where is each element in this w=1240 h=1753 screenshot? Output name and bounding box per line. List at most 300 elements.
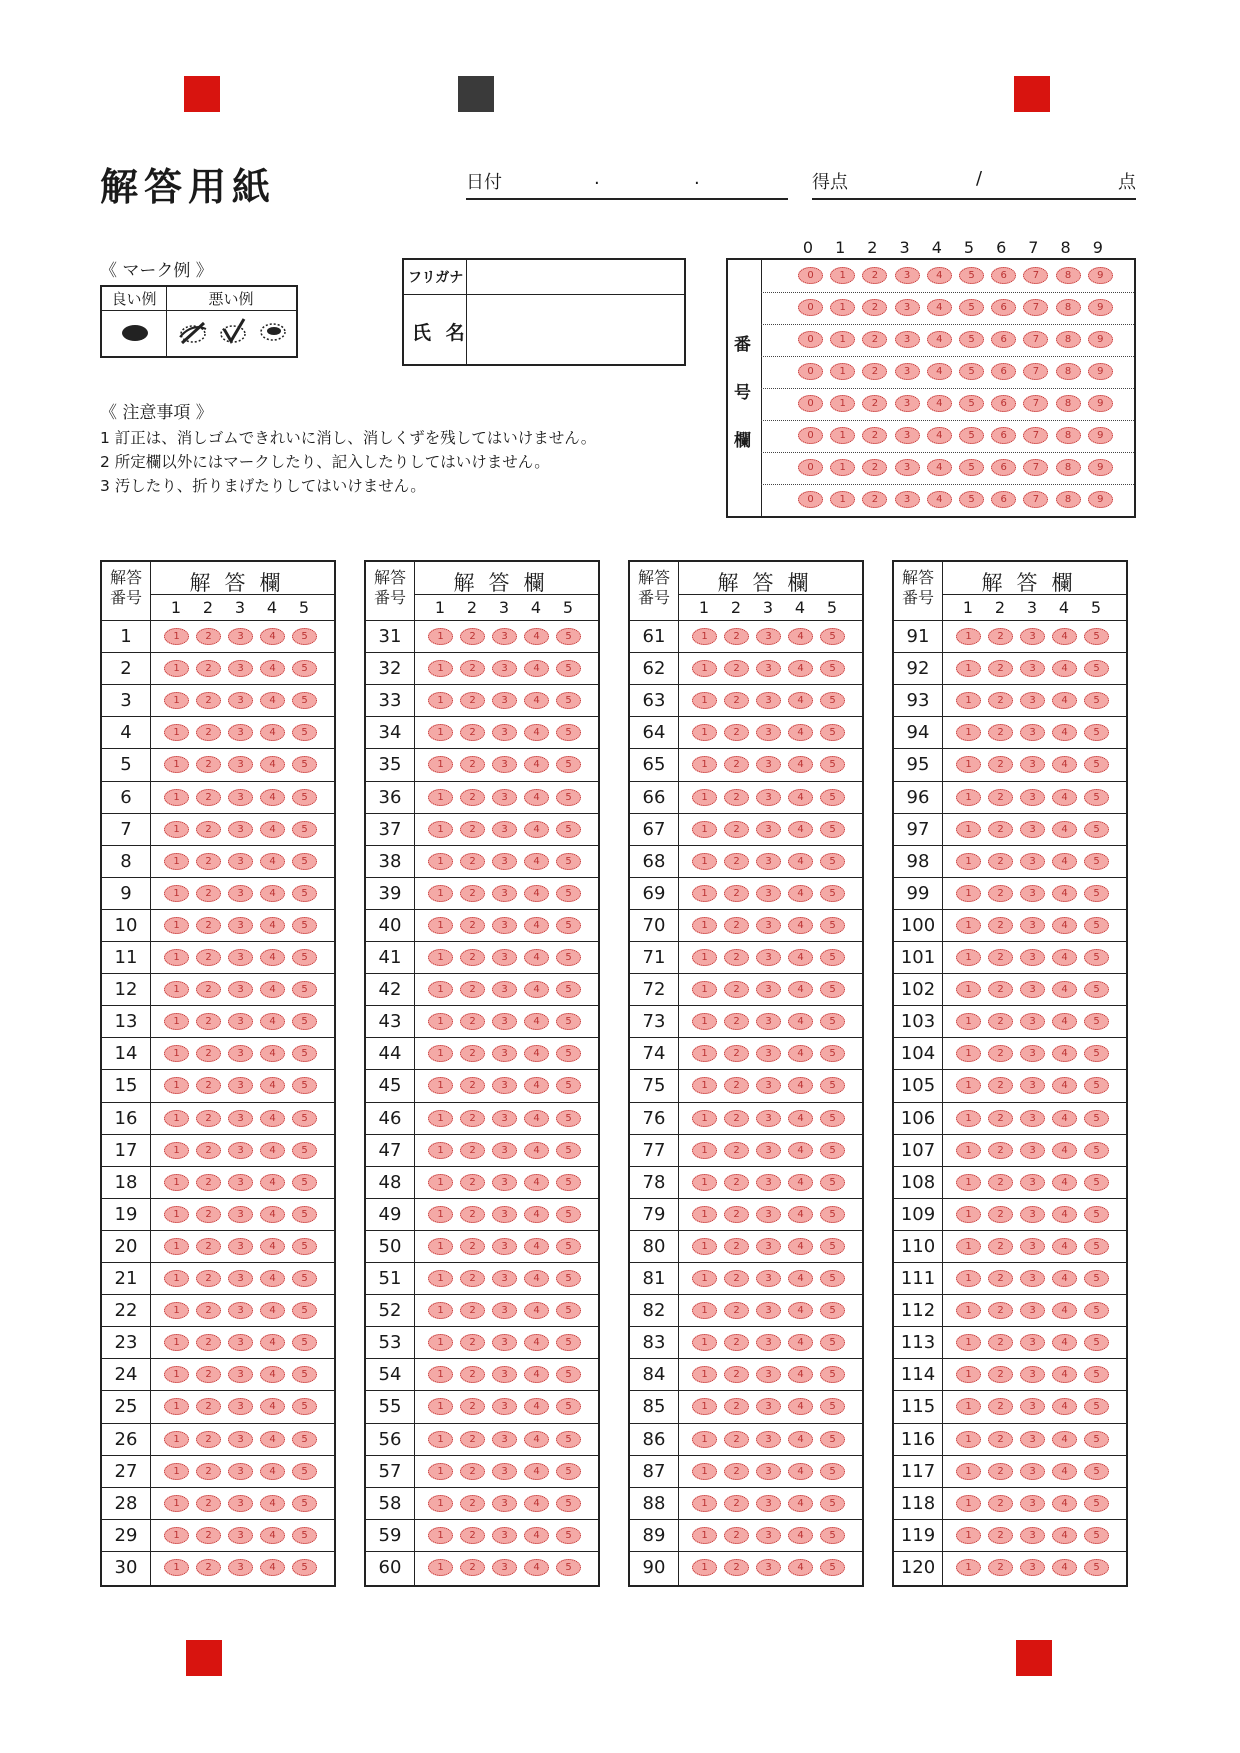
answer-bubble[interactable]: 2 — [196, 1398, 221, 1415]
answer-bubble[interactable]: 2 — [988, 1431, 1013, 1448]
answer-bubble[interactable]: 1 — [956, 1206, 981, 1223]
answer-bubble[interactable]: 4 — [1052, 917, 1077, 934]
answer-bubble[interactable]: 5 — [556, 1238, 581, 1255]
answer-bubble[interactable]: 2 — [196, 1366, 221, 1383]
answer-bubble[interactable]: 3 — [756, 660, 781, 677]
answer-bubble[interactable]: 3 — [228, 1463, 253, 1480]
answer-bubble[interactable]: 2 — [196, 1077, 221, 1094]
answer-bubble[interactable]: 5 — [292, 1013, 317, 1030]
answer-bubble[interactable]: 5 — [292, 1527, 317, 1544]
answer-bubble[interactable]: 2 — [988, 981, 1013, 998]
answer-bubble[interactable]: 5 — [292, 1366, 317, 1383]
answer-bubble[interactable]: 4 — [260, 1013, 285, 1030]
answer-bubble[interactable]: 1 — [956, 692, 981, 709]
answer-bubble[interactable]: 1 — [692, 660, 717, 677]
answer-bubble[interactable]: 3 — [1020, 660, 1045, 677]
id-bubble[interactable]: 9 — [1088, 395, 1113, 412]
answer-bubble[interactable]: 2 — [988, 821, 1013, 838]
answer-bubble[interactable]: 2 — [988, 628, 1013, 645]
answer-bubble[interactable]: 1 — [956, 724, 981, 741]
answer-bubble[interactable]: 1 — [164, 692, 189, 709]
id-bubble[interactable]: 6 — [991, 363, 1016, 380]
answer-bubble[interactable]: 4 — [260, 821, 285, 838]
id-bubble[interactable]: 0 — [798, 363, 823, 380]
id-bubble[interactable]: 8 — [1056, 267, 1081, 284]
answer-bubble[interactable]: 4 — [260, 1077, 285, 1094]
answer-bubble[interactable]: 4 — [788, 1174, 813, 1191]
answer-bubble[interactable]: 1 — [164, 1527, 189, 1544]
answer-bubble[interactable]: 2 — [724, 1559, 749, 1576]
answer-bubble[interactable]: 5 — [1084, 628, 1109, 645]
answer-bubble[interactable]: 2 — [724, 1495, 749, 1512]
answer-bubble[interactable]: 5 — [556, 821, 581, 838]
answer-bubble[interactable]: 2 — [724, 949, 749, 966]
answer-bubble[interactable]: 1 — [164, 1142, 189, 1159]
answer-bubble[interactable]: 3 — [228, 1110, 253, 1127]
answer-bubble[interactable]: 1 — [692, 981, 717, 998]
answer-bubble[interactable]: 4 — [788, 1431, 813, 1448]
answer-bubble[interactable]: 2 — [460, 724, 485, 741]
answer-bubble[interactable]: 4 — [524, 724, 549, 741]
answer-bubble[interactable]: 5 — [292, 692, 317, 709]
answer-bubble[interactable]: 4 — [260, 1334, 285, 1351]
answer-bubble[interactable]: 1 — [692, 628, 717, 645]
answer-bubble[interactable]: 5 — [1084, 692, 1109, 709]
answer-bubble[interactable]: 5 — [556, 949, 581, 966]
answer-bubble[interactable]: 1 — [692, 949, 717, 966]
answer-bubble[interactable]: 4 — [524, 628, 549, 645]
answer-bubble[interactable]: 4 — [788, 1270, 813, 1287]
answer-bubble[interactable]: 4 — [788, 885, 813, 902]
answer-bubble[interactable]: 4 — [524, 1077, 549, 1094]
answer-bubble[interactable]: 4 — [524, 660, 549, 677]
answer-bubble[interactable]: 4 — [524, 1431, 549, 1448]
answer-bubble[interactable]: 3 — [756, 1463, 781, 1480]
answer-bubble[interactable]: 4 — [788, 1334, 813, 1351]
answer-bubble[interactable]: 3 — [228, 1270, 253, 1287]
answer-bubble[interactable]: 1 — [428, 1398, 453, 1415]
answer-bubble[interactable]: 4 — [260, 1495, 285, 1512]
answer-bubble[interactable]: 5 — [556, 1366, 581, 1383]
answer-bubble[interactable]: 3 — [756, 1495, 781, 1512]
answer-bubble[interactable]: 3 — [492, 1334, 517, 1351]
answer-bubble[interactable]: 5 — [1084, 885, 1109, 902]
answer-bubble[interactable]: 1 — [428, 1495, 453, 1512]
answer-bubble[interactable]: 3 — [492, 1077, 517, 1094]
answer-bubble[interactable]: 1 — [164, 1334, 189, 1351]
answer-bubble[interactable]: 1 — [164, 981, 189, 998]
answer-bubble[interactable]: 5 — [292, 885, 317, 902]
answer-bubble[interactable]: 3 — [1020, 1559, 1045, 1576]
answer-bubble[interactable]: 4 — [788, 1238, 813, 1255]
answer-bubble[interactable]: 4 — [1052, 1174, 1077, 1191]
answer-bubble[interactable]: 1 — [164, 1206, 189, 1223]
answer-bubble[interactable]: 3 — [492, 1366, 517, 1383]
answer-bubble[interactable]: 1 — [692, 1077, 717, 1094]
answer-bubble[interactable]: 5 — [556, 1334, 581, 1351]
id-bubble[interactable]: 2 — [862, 491, 887, 508]
id-bubble[interactable]: 4 — [927, 395, 952, 412]
answer-bubble[interactable]: 3 — [492, 789, 517, 806]
answer-bubble[interactable]: 5 — [556, 628, 581, 645]
answer-bubble[interactable]: 4 — [260, 660, 285, 677]
answer-bubble[interactable]: 5 — [292, 917, 317, 934]
answer-bubble[interactable]: 2 — [988, 660, 1013, 677]
answer-bubble[interactable]: 1 — [164, 1302, 189, 1319]
answer-bubble[interactable]: 5 — [820, 1110, 845, 1127]
answer-bubble[interactable]: 2 — [724, 1302, 749, 1319]
answer-bubble[interactable]: 1 — [692, 789, 717, 806]
answer-bubble[interactable]: 1 — [164, 789, 189, 806]
answer-bubble[interactable]: 5 — [1084, 981, 1109, 998]
answer-bubble[interactable]: 4 — [260, 853, 285, 870]
id-bubble[interactable]: 6 — [991, 491, 1016, 508]
answer-bubble[interactable]: 1 — [956, 1495, 981, 1512]
answer-bubble[interactable]: 3 — [1020, 724, 1045, 741]
answer-bubble[interactable]: 1 — [692, 1045, 717, 1062]
answer-bubble[interactable]: 4 — [1052, 1527, 1077, 1544]
answer-bubble[interactable]: 1 — [692, 885, 717, 902]
answer-bubble[interactable]: 5 — [820, 1527, 845, 1544]
id-bubble[interactable]: 0 — [798, 491, 823, 508]
id-bubble[interactable]: 9 — [1088, 331, 1113, 348]
answer-bubble[interactable]: 5 — [292, 1142, 317, 1159]
answer-bubble[interactable]: 1 — [428, 1013, 453, 1030]
answer-bubble[interactable]: 2 — [724, 917, 749, 934]
answer-bubble[interactable]: 4 — [260, 1045, 285, 1062]
id-bubble[interactable]: 0 — [798, 427, 823, 444]
answer-bubble[interactable]: 4 — [1052, 1398, 1077, 1415]
answer-bubble[interactable]: 1 — [692, 1527, 717, 1544]
answer-bubble[interactable]: 4 — [260, 1142, 285, 1159]
answer-bubble[interactable]: 2 — [724, 1174, 749, 1191]
answer-bubble[interactable]: 4 — [1052, 1559, 1077, 1576]
answer-bubble[interactable]: 4 — [788, 756, 813, 773]
answer-bubble[interactable]: 1 — [956, 756, 981, 773]
answer-bubble[interactable]: 2 — [460, 628, 485, 645]
answer-bubble[interactable]: 5 — [820, 1495, 845, 1512]
answer-bubble[interactable]: 5 — [1084, 1559, 1109, 1576]
answer-bubble[interactable]: 4 — [260, 1238, 285, 1255]
answer-bubble[interactable]: 4 — [788, 1366, 813, 1383]
answer-bubble[interactable]: 2 — [196, 1270, 221, 1287]
answer-bubble[interactable]: 4 — [1052, 1077, 1077, 1094]
answer-bubble[interactable]: 2 — [988, 1045, 1013, 1062]
answer-bubble[interactable]: 2 — [724, 1366, 749, 1383]
answer-bubble[interactable]: 5 — [556, 756, 581, 773]
answer-bubble[interactable]: 3 — [1020, 1527, 1045, 1544]
answer-bubble[interactable]: 1 — [164, 917, 189, 934]
answer-bubble[interactable]: 3 — [228, 1366, 253, 1383]
answer-bubble[interactable]: 5 — [556, 1270, 581, 1287]
id-bubble[interactable]: 5 — [959, 331, 984, 348]
id-bubble[interactable]: 1 — [830, 331, 855, 348]
answer-bubble[interactable]: 1 — [692, 821, 717, 838]
answer-bubble[interactable]: 1 — [164, 1270, 189, 1287]
answer-bubble[interactable]: 5 — [1084, 1270, 1109, 1287]
answer-bubble[interactable]: 4 — [260, 756, 285, 773]
answer-bubble[interactable]: 1 — [956, 628, 981, 645]
answer-bubble[interactable]: 5 — [292, 1463, 317, 1480]
answer-bubble[interactable]: 1 — [428, 1431, 453, 1448]
id-bubble[interactable]: 1 — [830, 491, 855, 508]
answer-bubble[interactable]: 4 — [524, 692, 549, 709]
answer-bubble[interactable]: 2 — [196, 628, 221, 645]
answer-bubble[interactable]: 3 — [756, 1398, 781, 1415]
answer-bubble[interactable]: 1 — [692, 1270, 717, 1287]
answer-bubble[interactable]: 2 — [724, 1013, 749, 1030]
answer-bubble[interactable]: 1 — [692, 1463, 717, 1480]
answer-bubble[interactable]: 2 — [724, 692, 749, 709]
answer-bubble[interactable]: 4 — [1052, 1431, 1077, 1448]
answer-bubble[interactable]: 2 — [988, 1495, 1013, 1512]
answer-bubble[interactable]: 5 — [556, 1110, 581, 1127]
answer-bubble[interactable]: 2 — [460, 1527, 485, 1544]
answer-bubble[interactable]: 2 — [196, 1495, 221, 1512]
score-field[interactable] — [812, 168, 1136, 200]
answer-bubble[interactable]: 5 — [1084, 1013, 1109, 1030]
answer-bubble[interactable]: 2 — [724, 1463, 749, 1480]
answer-bubble[interactable]: 4 — [524, 917, 549, 934]
answer-bubble[interactable]: 4 — [788, 1206, 813, 1223]
answer-bubble[interactable]: 1 — [956, 660, 981, 677]
answer-bubble[interactable]: 4 — [524, 1174, 549, 1191]
answer-bubble[interactable]: 5 — [820, 1013, 845, 1030]
answer-bubble[interactable]: 3 — [1020, 1431, 1045, 1448]
answer-bubble[interactable]: 5 — [1084, 821, 1109, 838]
answer-bubble[interactable]: 3 — [756, 724, 781, 741]
answer-bubble[interactable]: 2 — [460, 660, 485, 677]
answer-bubble[interactable]: 4 — [788, 789, 813, 806]
answer-bubble[interactable]: 3 — [756, 1559, 781, 1576]
answer-bubble[interactable]: 5 — [820, 917, 845, 934]
answer-bubble[interactable]: 2 — [988, 1142, 1013, 1159]
answer-bubble[interactable]: 2 — [196, 1431, 221, 1448]
id-bubble[interactable]: 4 — [927, 331, 952, 348]
id-bubble[interactable]: 2 — [862, 363, 887, 380]
answer-bubble[interactable]: 5 — [556, 1431, 581, 1448]
answer-bubble[interactable]: 5 — [820, 949, 845, 966]
answer-bubble[interactable]: 4 — [1052, 1110, 1077, 1127]
id-bubble[interactable]: 3 — [895, 459, 920, 476]
answer-bubble[interactable]: 4 — [788, 1142, 813, 1159]
answer-bubble[interactable]: 5 — [292, 1238, 317, 1255]
answer-bubble[interactable]: 2 — [196, 789, 221, 806]
answer-bubble[interactable]: 5 — [292, 724, 317, 741]
answer-bubble[interactable]: 4 — [260, 917, 285, 934]
answer-bubble[interactable]: 1 — [428, 981, 453, 998]
answer-bubble[interactable]: 3 — [228, 789, 253, 806]
answer-bubble[interactable]: 3 — [1020, 628, 1045, 645]
answer-bubble[interactable]: 2 — [988, 949, 1013, 966]
answer-bubble[interactable]: 4 — [260, 1463, 285, 1480]
answer-bubble[interactable]: 3 — [1020, 1334, 1045, 1351]
id-bubble[interactable]: 2 — [862, 331, 887, 348]
answer-bubble[interactable]: 3 — [756, 1366, 781, 1383]
answer-bubble[interactable]: 5 — [820, 821, 845, 838]
answer-bubble[interactable]: 5 — [556, 660, 581, 677]
answer-bubble[interactable]: 4 — [788, 949, 813, 966]
answer-bubble[interactable]: 3 — [492, 1495, 517, 1512]
answer-bubble[interactable]: 5 — [1084, 1110, 1109, 1127]
id-bubble[interactable]: 7 — [1023, 267, 1048, 284]
answer-bubble[interactable]: 1 — [692, 1206, 717, 1223]
answer-bubble[interactable]: 2 — [460, 1302, 485, 1319]
answer-bubble[interactable]: 3 — [492, 1431, 517, 1448]
id-bubble[interactable]: 5 — [959, 363, 984, 380]
answer-bubble[interactable]: 1 — [428, 1366, 453, 1383]
id-bubble[interactable]: 8 — [1056, 299, 1081, 316]
answer-bubble[interactable]: 5 — [820, 1334, 845, 1351]
answer-bubble[interactable]: 1 — [428, 821, 453, 838]
id-bubble[interactable]: 0 — [798, 299, 823, 316]
id-bubble[interactable]: 3 — [895, 491, 920, 508]
answer-bubble[interactable]: 5 — [1084, 1463, 1109, 1480]
answer-bubble[interactable]: 3 — [1020, 917, 1045, 934]
id-bubble[interactable]: 5 — [959, 395, 984, 412]
answer-bubble[interactable]: 3 — [756, 949, 781, 966]
id-bubble[interactable]: 8 — [1056, 427, 1081, 444]
answer-bubble[interactable]: 2 — [988, 1077, 1013, 1094]
answer-bubble[interactable]: 5 — [556, 1045, 581, 1062]
answer-bubble[interactable]: 2 — [460, 1270, 485, 1287]
answer-bubble[interactable]: 4 — [524, 756, 549, 773]
answer-bubble[interactable]: 1 — [956, 789, 981, 806]
answer-bubble[interactable]: 5 — [1084, 660, 1109, 677]
answer-bubble[interactable]: 1 — [428, 1206, 453, 1223]
answer-bubble[interactable]: 1 — [692, 1334, 717, 1351]
answer-bubble[interactable]: 3 — [756, 1270, 781, 1287]
answer-bubble[interactable]: 2 — [196, 1206, 221, 1223]
answer-bubble[interactable]: 3 — [492, 1013, 517, 1030]
answer-bubble[interactable]: 2 — [196, 1174, 221, 1191]
answer-bubble[interactable]: 1 — [956, 1559, 981, 1576]
answer-bubble[interactable]: 1 — [692, 756, 717, 773]
id-bubble[interactable]: 6 — [991, 427, 1016, 444]
answer-bubble[interactable]: 4 — [1052, 821, 1077, 838]
answer-bubble[interactable]: 1 — [692, 1431, 717, 1448]
answer-bubble[interactable]: 2 — [460, 692, 485, 709]
answer-bubble[interactable]: 1 — [164, 660, 189, 677]
answer-bubble[interactable]: 1 — [956, 1270, 981, 1287]
answer-bubble[interactable]: 2 — [460, 756, 485, 773]
answer-bubble[interactable]: 3 — [756, 885, 781, 902]
id-bubble[interactable]: 9 — [1088, 491, 1113, 508]
answer-bubble[interactable]: 2 — [724, 1045, 749, 1062]
answer-bubble[interactable]: 2 — [988, 724, 1013, 741]
answer-bubble[interactable]: 4 — [524, 789, 549, 806]
answer-bubble[interactable]: 5 — [556, 724, 581, 741]
answer-bubble[interactable]: 4 — [260, 949, 285, 966]
answer-bubble[interactable]: 2 — [988, 1302, 1013, 1319]
id-bubble[interactable]: 2 — [862, 395, 887, 412]
answer-bubble[interactable]: 3 — [756, 692, 781, 709]
answer-bubble[interactable]: 2 — [724, 789, 749, 806]
answer-bubble[interactable]: 4 — [524, 1398, 549, 1415]
answer-bubble[interactable]: 5 — [556, 885, 581, 902]
answer-bubble[interactable]: 2 — [460, 949, 485, 966]
answer-bubble[interactable]: 4 — [260, 1206, 285, 1223]
answer-bubble[interactable]: 5 — [820, 692, 845, 709]
answer-bubble[interactable]: 5 — [556, 1142, 581, 1159]
answer-bubble[interactable]: 2 — [988, 692, 1013, 709]
answer-bubble[interactable]: 2 — [196, 756, 221, 773]
id-bubble[interactable]: 1 — [830, 459, 855, 476]
answer-bubble[interactable]: 3 — [492, 1302, 517, 1319]
answer-bubble[interactable]: 3 — [492, 1045, 517, 1062]
answer-bubble[interactable]: 3 — [756, 821, 781, 838]
date-field[interactable] — [466, 168, 788, 200]
id-bubble[interactable]: 8 — [1056, 459, 1081, 476]
answer-bubble[interactable]: 4 — [524, 1206, 549, 1223]
id-bubble[interactable]: 9 — [1088, 299, 1113, 316]
answer-bubble[interactable]: 1 — [956, 1238, 981, 1255]
answer-bubble[interactable]: 5 — [1084, 1206, 1109, 1223]
name-input[interactable] — [468, 296, 684, 364]
answer-bubble[interactable]: 1 — [428, 724, 453, 741]
answer-bubble[interactable]: 1 — [956, 1527, 981, 1544]
answer-bubble[interactable]: 4 — [788, 1527, 813, 1544]
answer-bubble[interactable]: 3 — [228, 692, 253, 709]
answer-bubble[interactable]: 4 — [524, 1527, 549, 1544]
answer-bubble[interactable]: 4 — [260, 1174, 285, 1191]
answer-bubble[interactable]: 3 — [228, 724, 253, 741]
answer-bubble[interactable]: 3 — [492, 1527, 517, 1544]
answer-bubble[interactable]: 2 — [988, 1238, 1013, 1255]
id-bubble[interactable]: 5 — [959, 459, 984, 476]
answer-bubble[interactable]: 4 — [788, 821, 813, 838]
answer-bubble[interactable]: 3 — [1020, 1013, 1045, 1030]
answer-bubble[interactable]: 3 — [492, 885, 517, 902]
answer-bubble[interactable]: 1 — [692, 1238, 717, 1255]
answer-bubble[interactable]: 2 — [196, 1463, 221, 1480]
answer-bubble[interactable]: 1 — [692, 724, 717, 741]
id-bubble[interactable]: 5 — [959, 491, 984, 508]
answer-bubble[interactable]: 2 — [724, 1270, 749, 1287]
id-bubble[interactable]: 7 — [1023, 491, 1048, 508]
id-bubble[interactable]: 4 — [927, 299, 952, 316]
answer-bubble[interactable]: 3 — [756, 1110, 781, 1127]
answer-bubble[interactable]: 1 — [956, 1302, 981, 1319]
answer-bubble[interactable]: 3 — [492, 981, 517, 998]
answer-bubble[interactable]: 2 — [988, 789, 1013, 806]
answer-bubble[interactable]: 3 — [756, 628, 781, 645]
answer-bubble[interactable]: 2 — [460, 1077, 485, 1094]
answer-bubble[interactable]: 5 — [820, 1302, 845, 1319]
answer-bubble[interactable]: 3 — [228, 1334, 253, 1351]
answer-bubble[interactable]: 4 — [524, 1142, 549, 1159]
answer-bubble[interactable]: 5 — [292, 1302, 317, 1319]
answer-bubble[interactable]: 3 — [492, 1559, 517, 1576]
answer-bubble[interactable]: 4 — [1052, 1142, 1077, 1159]
id-bubble[interactable]: 7 — [1023, 427, 1048, 444]
answer-bubble[interactable]: 3 — [1020, 949, 1045, 966]
answer-bubble[interactable]: 5 — [1084, 724, 1109, 741]
answer-bubble[interactable]: 2 — [196, 1302, 221, 1319]
answer-bubble[interactable]: 1 — [164, 1495, 189, 1512]
answer-bubble[interactable]: 5 — [292, 1334, 317, 1351]
answer-bubble[interactable]: 5 — [820, 1142, 845, 1159]
answer-bubble[interactable]: 5 — [292, 660, 317, 677]
answer-bubble[interactable]: 4 — [1052, 853, 1077, 870]
answer-bubble[interactable]: 4 — [260, 885, 285, 902]
id-bubble[interactable]: 2 — [862, 267, 887, 284]
answer-bubble[interactable]: 3 — [756, 1045, 781, 1062]
answer-bubble[interactable]: 2 — [460, 821, 485, 838]
answer-bubble[interactable]: 2 — [460, 917, 485, 934]
answer-bubble[interactable]: 2 — [724, 1142, 749, 1159]
answer-bubble[interactable]: 3 — [1020, 853, 1045, 870]
